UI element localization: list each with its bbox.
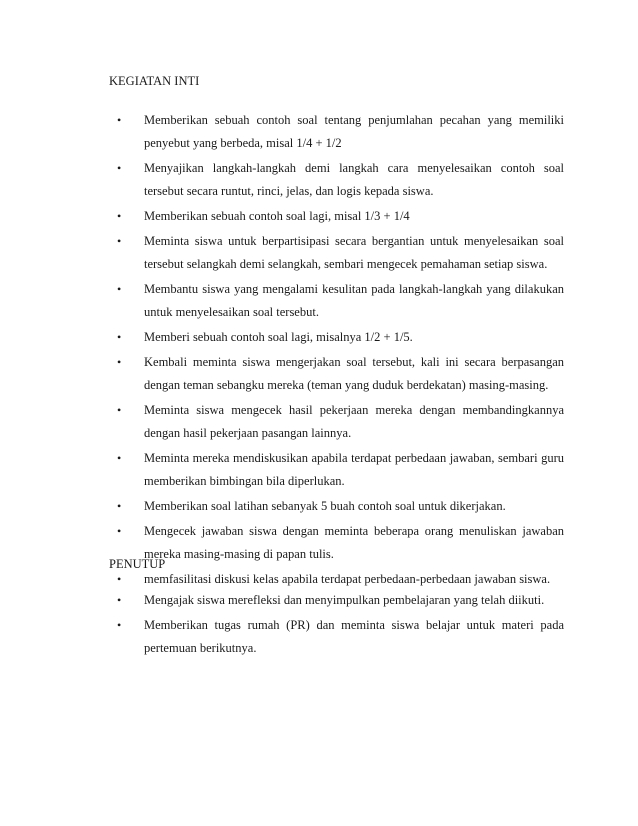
- list-item: [109, 230, 564, 276]
- list-item-text: memfasilitasi diskusi kelas apabila terdapat perbedaan-perbedaan jawaban siswa.: [144, 572, 551, 586]
- bullet-icon: •: [117, 234, 122, 248]
- list-item: [109, 399, 564, 445]
- kegiatan-inti-list: [109, 109, 564, 593]
- list-item: [109, 109, 564, 155]
- bullet-icon: •: [117, 593, 122, 607]
- list-item-text: Meminta mereka mendiskusikan apabila terdapat perbedaan jawaban, sembari guru memberikan bimbingan bila diperlukan.: [144, 451, 564, 488]
- list-item-text: Memberikan sebuah contoh soal lagi, misal 1/3 + 1/4: [144, 209, 410, 223]
- heading-kegiatan-inti: KEGIATAN INTI: [109, 74, 200, 88]
- list-item-text: Mengajak siswa merefleksi dan menyimpulkan pembelajaran yang telah diikuti.: [144, 593, 545, 607]
- list-item: [109, 205, 564, 228]
- list-item-text: Menyajikan langkah-langkah demi langkah cara menyelesaikan contoh soal tersebut secara runtut, rinci, jelas, dan logis kepada siswa.: [144, 161, 564, 198]
- list-item: [109, 447, 564, 493]
- bullet-icon: •: [117, 524, 122, 538]
- list-item: [109, 589, 564, 612]
- list-item-text: Memberikan soal latihan sebanyak 5 buah contoh soal untuk dikerjakan.: [144, 499, 506, 513]
- list-item-text: Memberikan sebuah contoh soal tentang penjumlahan pecahan yang memiliki penyebut yang berbeda, misal 1/4 + 1/2: [144, 113, 564, 150]
- list-item-text: Meminta siswa untuk berpartisipasi secara bergantian untuk menyelesaikan soal tersebut selangkah demi selangkah, sembari mengecek pemahaman setiap siswa.: [144, 234, 564, 271]
- bullet-icon: •: [117, 618, 122, 632]
- bullet-icon: •: [117, 330, 122, 344]
- list-item: [109, 520, 564, 566]
- bullet-icon: •: [117, 161, 122, 175]
- list-item: [109, 495, 564, 518]
- list-item-text: Membantu siswa yang mengalami kesulitan pada langkah-langkah yang dilakukan untuk menyelesaikan soal tersebut.: [144, 282, 564, 319]
- list-item: [109, 568, 564, 591]
- list-item-text: Kembali meminta siswa mengerjakan soal tersebut, kali ini secara berpasangan dengan teman sebangku mereka (teman yang duduk berdekatan) masing-masing.: [144, 355, 564, 392]
- bullet-icon: •: [117, 113, 122, 127]
- penutup-list: [109, 589, 564, 662]
- list-item-text: Memberikan tugas rumah (PR) dan meminta siswa belajar untuk materi pada pertemuan berikutnya.: [144, 618, 564, 655]
- list-item: [109, 614, 564, 660]
- list-item-text: Meminta siswa mengecek hasil pekerjaan mereka dengan membandingkannya dengan hasil pekerjaan pasangan lainnya.: [144, 403, 564, 440]
- list-item: [109, 351, 564, 397]
- bullet-icon: •: [117, 451, 122, 465]
- bullet-icon: •: [117, 355, 122, 369]
- bullet-icon: •: [117, 403, 122, 417]
- bullet-icon: •: [117, 282, 122, 296]
- bullet-icon: •: [117, 499, 122, 513]
- list-item: [109, 326, 564, 349]
- list-item-text: Memberi sebuah contoh soal lagi, misalnya 1/2 + 1/5.: [144, 330, 413, 344]
- list-item: [109, 157, 564, 203]
- bullet-icon: •: [117, 209, 122, 223]
- list-item-text: Mengecek jawaban siswa dengan meminta beberapa orang menuliskan jawaban mereka masing-masing di papan tulis.: [144, 524, 564, 561]
- heading-penutup: PENUTUP: [109, 557, 166, 571]
- list-item: [109, 278, 564, 324]
- bullet-icon: •: [117, 572, 122, 586]
